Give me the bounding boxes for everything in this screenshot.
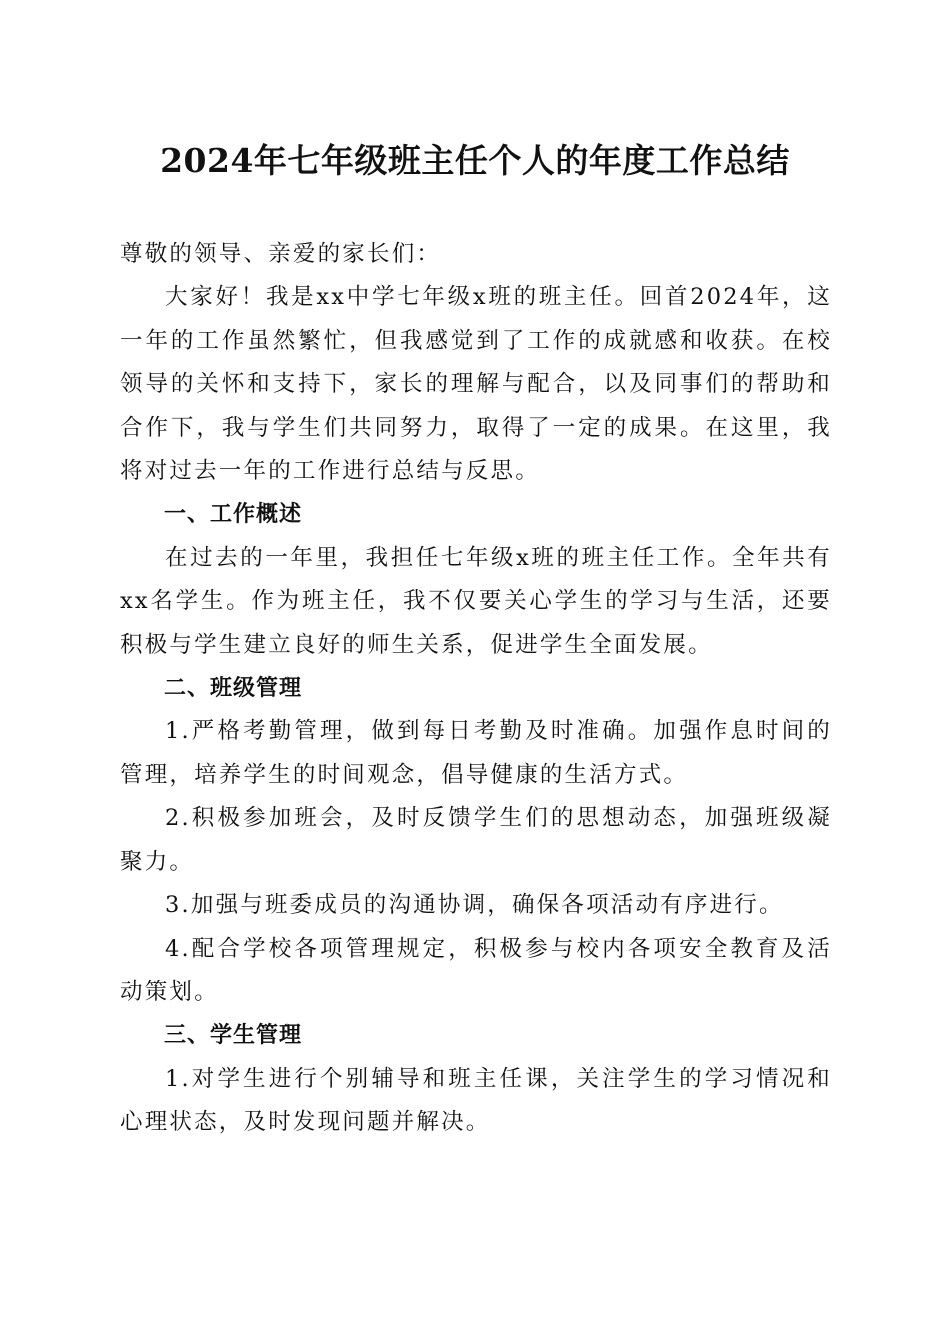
section-heading-student-management: 三、学生管理 <box>164 1023 303 1049</box>
student-management-item-1: 1.对学生进行个别辅导和班主任课，关注学生的学习情况和心理状态，及时发现问题并解决。 <box>120 1065 832 1136</box>
class-management-item-4: 4.配合学校各项管理规定，积极参与校内各项安全教育及活动策划。 <box>120 935 832 1005</box>
class-management-item-3: 3.加强与班委成员的沟通协调，确保各项活动有序进行。 <box>165 892 784 919</box>
class-management-item-2: 2.积极参加班会，及时反馈学生们的思想动态，加强班级凝聚力。 <box>120 805 832 875</box>
document-title: 2024年七年级班主任个人的年度工作总结 <box>160 141 790 180</box>
document-body <box>120 233 832 1145</box>
overview-paragraph: 在过去的一年里，我担任七年级x班的班主任工作。全年共有xx名学生。作为班主任，我不仅要关心学生的学习与生活，还要积极与学生建立良好的师生关系，促进学生全面发展。 <box>120 544 832 658</box>
intro-paragraph: 大家好！我是xx中学七年级x班的班主任。回首2024年，这一年的工作虽然繁忙，但我感觉到了工作的成就感和收获。在校领导的关怀和支持下，家长的理解与配合，以及同事们的帮助和合作下，我与学生们共同努力，取得了一定的成果。在这里，我将对过去一年的工作进行总结与反思。 <box>120 284 832 485</box>
section-heading-class-management: 二、班级管理 <box>164 676 303 702</box>
class-management-item-1: 1.严格考勤管理，做到每日考勤及时准确。加强作息时间的管理，培养学生的时间观念，倡导健康的生活方式。 <box>120 718 832 788</box>
section-heading-overview: 一、工作概述 <box>164 502 303 528</box>
salutation: 尊敬的领导、亲爱的家长们： <box>120 241 442 267</box>
